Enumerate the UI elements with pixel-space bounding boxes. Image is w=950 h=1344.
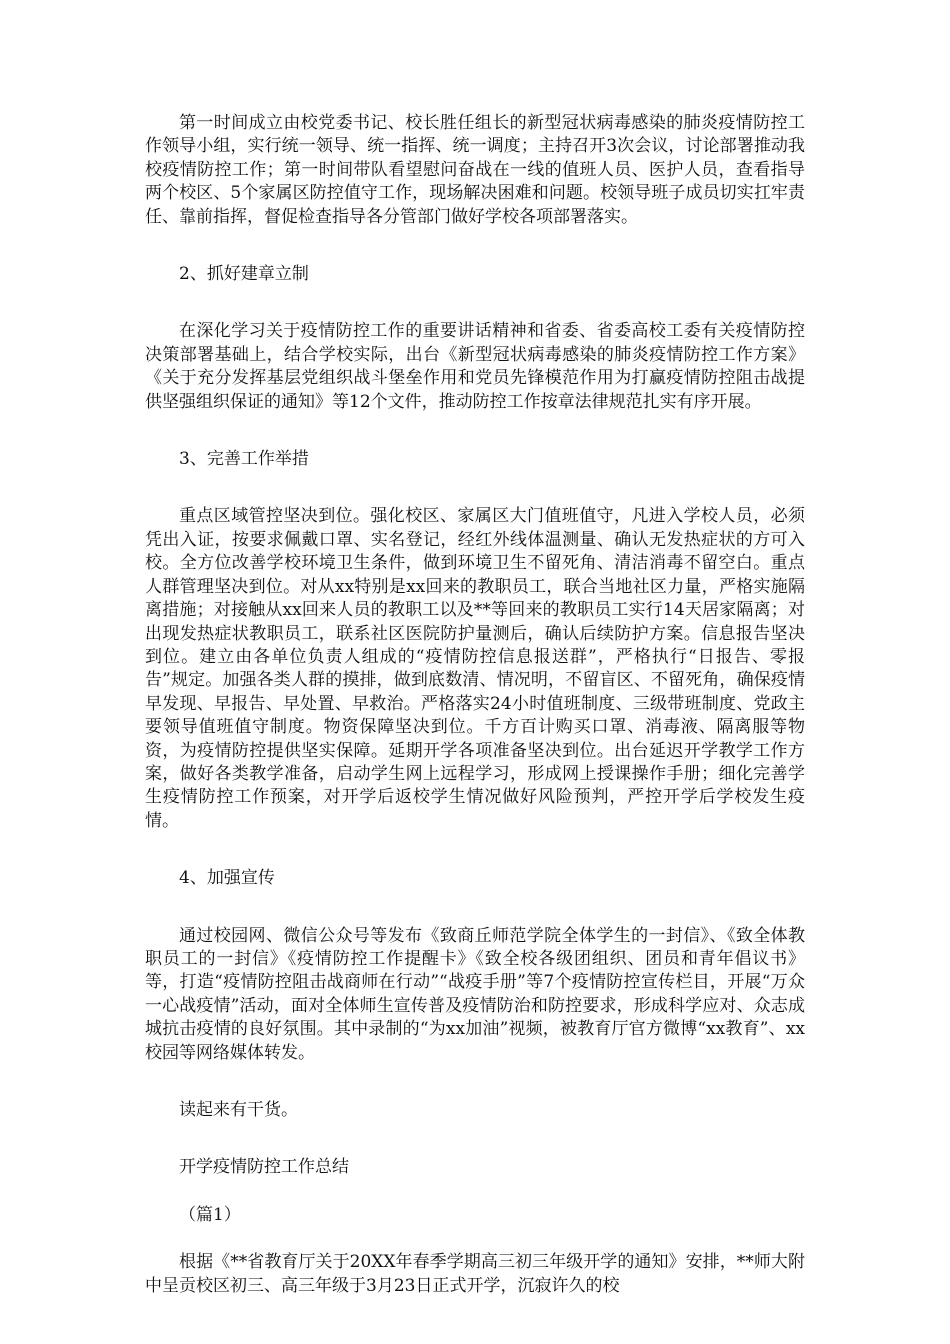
- paragraph-regulations: 在深化学习关于疫情防控工作的重要讲话精神和省委、省委高校工委有关疫情防控决策部署基础上，结合学校实际，出台《新型冠状病毒感染的肺炎疫情防控工作方案》《关于充分发挥基层党组织战斗堡垒作用和党员先锋模范作用为打赢疫情防控阻击战提供坚强组织保证的通知》等12个文件，推动防控工作按章法律规范扎实有序开展。: [145, 321, 805, 412]
- section-heading-regulations: 2、抓好建章立制: [179, 264, 309, 285]
- section-heading-publicity: 4、加强宣传: [179, 868, 275, 889]
- document-title: 开学疫情防控工作总结: [179, 1157, 349, 1178]
- document-page: [145, 112, 805, 1298]
- paragraph-comment: 读起来有干货。: [179, 1100, 298, 1120]
- article-number: （篇1）: [179, 1204, 241, 1225]
- paragraph-publicity: 通过校园网、微信公众号等发布《致商丘师范学院全体学生的一封信》、《致全体教职员工的一封信》《疫情防控工作提醒卡》《致全校各级团组织、团员和青年倡议书》等，打造“疫情防控阻击战商师在行动”“战疫手册”等7个疫情防控宣传栏目，开展“万众一心战疫情”活动，面对全体师生宣传普及疫情防治和防控要求，形成科学应对、众志成城抗击疫情的良好氛围。其中录制的“为xx加油”视频，被教育厅官方微博“xx教育”、xx校园等网络媒体转发。: [145, 925, 805, 1063]
- paragraph-leadership-group: 第一时间成立由校党委书记、校长胜任组长的新型冠状病毒感染的肺炎疫情防控工作领导小组，实行统一领导、统一指挥、统一调度；主持召开3次会议，讨论部署推动我校疫情防控工作；第一时间带队看望慰问奋战在一线的值班人员、医护人员，查看指导两个校区、5个家属区防控值守工作，现场解决困难和问题。校领导班子成员切实扛牢责任、靠前指挥，督促检查指导各分管部门做好学校各项部署落实。: [145, 113, 805, 227]
- paragraph-measures: 重点区域管控坚决到位。强化校区、家属区大门值班值守，凡进入学校人员，必须凭出入证，按要求佩戴口罩、实名登记，经红外线体温测量、确认无发热症状的方可入校。全方位改善学校环境卫生条件，做到环境卫生不留死角、清洁消毒不留空白。重点人群管理坚决到位。对从xx特别是xx回来的教职员工，联合当地社区力量，严格实施隔离措施；对接触从xx回来人员的教职工以及**等回来的教职员工实行14天居家隔离；对出现发热症状教职员工，联系社区医院防护量测后，确认后续防护方案。信息报告坚决到位。建立由各单位负责人组成的“疫情防控信息报送群”，严格执行“日报告、零报告”规定。加强各类人群的摸排，做到底数清、情况明，不留盲区、不留死角，确保疫情早发现、早报告、早处置、早救治。严格落实24小时值班制度、三级带班制度、党政主要领导值班值守制度。物资保障坚决到位。千方百计购买口罩、消毒液、隔离服等物资，为疫情防控提供坚实保障。延期开学各项准备坚决到位。出台延迟开学教学工作方案，做好各类教学准备，启动学生网上远程学习，形成网上授课操作手册；细化完善学生疫情防控工作预案，对开学后返校学生情况做好风险预判，严控开学后学校发生疫情。: [145, 506, 805, 831]
- paragraph-school-opening: 根据《**省教育厅关于20XX年春季学期高三初三年级开学的通知》安排，**师大附中呈贡校区初三、高三年级于3月23日正式开学，沉寂许久的校: [145, 1252, 805, 1296]
- section-heading-measures: 3、完善工作举措: [179, 449, 309, 470]
